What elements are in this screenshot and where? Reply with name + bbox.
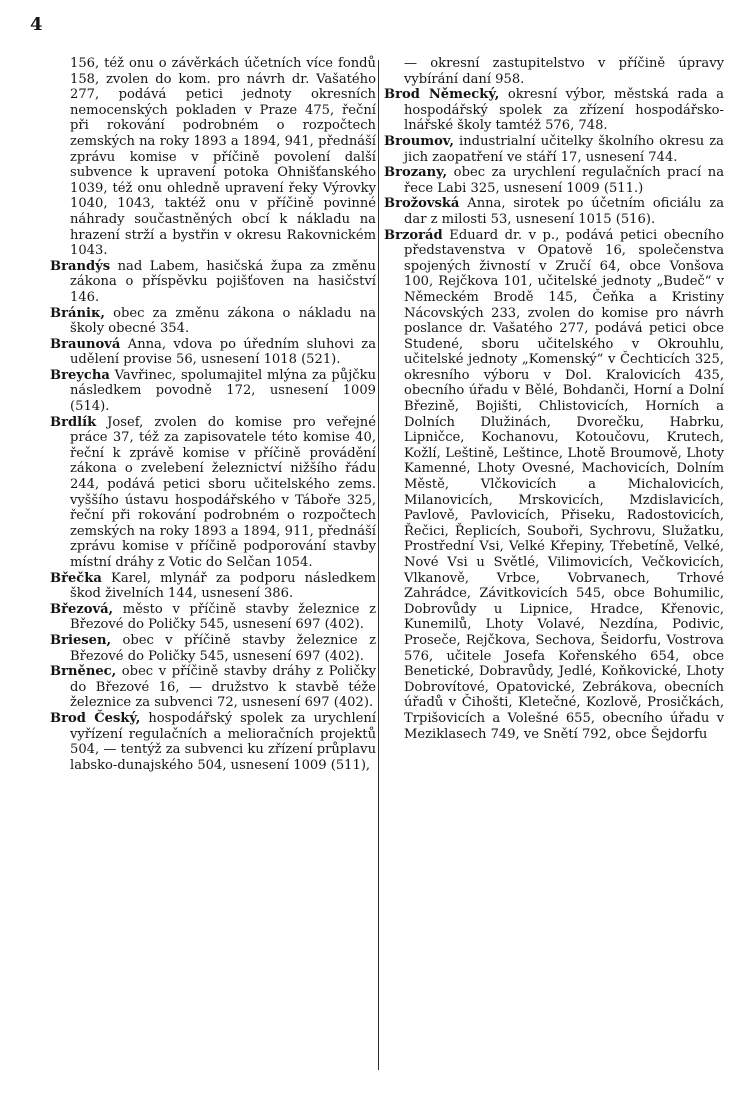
index-entry <box>50 571 376 602</box>
entry-text: obec v příčině stavby železnice z Březové do Poličky 545, usnesení 697 (402). <box>70 632 376 664</box>
index-entry <box>50 711 376 773</box>
entry-headword: Brněnec, <box>50 664 117 680</box>
entry-text: Anna, sirotek po účetním oficiálu za dar z milosti 53, usnesení 1015 (516). <box>404 196 724 227</box>
index-entry <box>50 664 376 711</box>
entry-text: obec v příčině stavby dráhy z Poličky do Březové 16, — družstvo k stavbě téže železnice za subvenci 72, usnesení 697 (402). <box>70 664 376 711</box>
index-entry <box>384 228 724 743</box>
index-entry <box>50 415 376 571</box>
entry-text: — okresní zastupitelstvo v příčině úpravy vybírání daní 958. <box>404 56 724 87</box>
entry-headword: Břečka <box>50 570 102 586</box>
entry-headword: Brozany, <box>384 165 448 181</box>
page-number: 4 <box>30 14 43 35</box>
entry-headword: Brandýs <box>50 258 111 274</box>
entry-headword: Broumov, <box>384 133 454 149</box>
index-entry <box>384 196 724 227</box>
entry-text: obec za změnu zákona o nákladu na školy obecné 354. <box>70 305 376 337</box>
entry-headword: Březová, <box>50 601 114 617</box>
index-entry <box>50 56 376 259</box>
index-entry <box>50 633 376 664</box>
entry-headword: Brožovská <box>384 196 460 212</box>
index-entry <box>384 56 724 87</box>
entry-headword: Braunová <box>50 336 121 352</box>
entry-headword: Brániк, <box>50 305 105 321</box>
index-entry <box>50 602 376 633</box>
entry-text: nad Labem, hasičská župa za změnu zákona o příspěvku pojišťoven na hasičství 146. <box>70 258 376 305</box>
entry-headword: Brod Německý, <box>384 87 500 103</box>
index-entry <box>50 259 376 306</box>
index-column-left <box>50 56 376 773</box>
index-entry <box>50 337 376 368</box>
entry-text: okresní výbor, městská rada a hospodářský spolek za zřízení hospodářsko-lnářské školy tamtéž 576, 748. <box>404 87 724 134</box>
entry-headword: Brzorád <box>384 227 443 243</box>
entry-headword: Breycha <box>50 367 110 383</box>
entry-text: industrialní učitelky školního okresu za jich zaopatření ve stáří 17, usnesení 744. <box>404 133 724 165</box>
entry-text: město v příčině stavby železnice z Březové do Poličky 545, usnesení 697 (402). <box>70 601 376 633</box>
entry-text: Karel, mlynář za podporu následkem škod živelních 144, usnesení 386. <box>70 570 376 602</box>
index-entry <box>50 368 376 415</box>
column-divider <box>378 60 379 1070</box>
entry-text: Vavřinec, spolumajitel mlýna za půjčku následkem povodně 172, usnesení 1009 (514). <box>70 367 376 415</box>
entry-text: Anna, vdova po úředním sluhovi za udělení provise 56, usnesení 1018 (521). <box>70 336 376 368</box>
entry-headword: Brdlík <box>50 414 97 430</box>
entry-text: hospodářský spolek za urychlení vyřízení regulačních a melioračních projektů 504, — tentýž za subvenci ku zřízení průplavu labsko-dunajského 504, usnesení 1009 (511), <box>70 710 377 773</box>
entry-text: Josef, zvolen do komise pro veřejné práce 37, též za zapisovatele této komise 40, řeční k zprávě komise v příčině provádění zákona o zvelebení železnictví nižšího řádu 244, podává petici sboru učitelského zems. vyššího ústavu hospodářského v Táboře 325, řeční při rokování podrobném o rozpočtech zemských na roky 1893 a 1894, 911, přednáší zprávu komise v příčině podporování stavby místní dráhy z Votic do Selčan 1054. <box>70 414 376 570</box>
entry-text: obec za urychlení regulačních prací na řece Labi 325, usnesení 1009 (511.) <box>404 165 724 196</box>
entry-headword: Briesen, <box>50 632 112 648</box>
entry-text: 156, též onu o závěrkách účetních více fondů 158, zvolen do kom. pro návrh dr. Vašatého 277, podává petici jednoty okresních nemocenských pokladen v Praze 475, řeční při rokování podrobném o rozpočtech zemských na roky 1893 a 1894, 941, přednáší zprávu komise v příčině povolení další subvence k upravení potoka Ohnišťanského 1039, též onu ohledně upravení řeky Výrovky 1040, 1043, taktéž onu v příčině povinné náhrady součastněných obcí k nákladu na hrazení strží a bystřin v okresu Rakovnickém 1043. <box>70 56 376 259</box>
index-entry <box>384 87 724 134</box>
entry-headword: Brod Český, <box>50 710 141 726</box>
index-entry <box>50 306 376 337</box>
entry-text: Eduard dr. v p., podává petici obecního představenstva v Opatově 16, společenstva spojených živností v Zručí 64, obce Vonšova 100, Rejčkova 101, učitelské jednoty „Budeč“ v Německém Brodě 145, Čeňka a Kristiny Nácovských 233, zvolen do komise pro návrh poslance dr. Vašatého 277, podává petici obce Studené, sboru učitelského v Okrouhlu, učitelské jednoty „Komenský“ v Čechticích 325, okresního výboru v Dol. Kralovicích 435, obecního úřadu v Bělé, Bohdanči, Horní a Dolní Březině, Bojišti, Chlistovicích, Horních a Dolních Dlužinách, Dvorečku, Habrku, Lipničce, Kochanovu, Kotoučovu, Krutech, Kožlí, Leštině, Leštince, Lhotě Broumově, Lhoty Kamenné, Lhoty Ovesné, Machovicích, Dolním Městě, Vlčkovicích a Michalovicích, Milanovicích, Mrskovicích, Mzdislavicích, Pavlově, Pavlovicích, Přiseku, Radostovicích, Řečici, Řeplicích, Souboři, Sychrovu, Služatku, Prostřední Vsi, Velké Křepiny, Třebetíně, Velké, Nové Vsi u Světlé, Vilimovicích, Večkovicích, Vlkanově, Vrbce, Vobrvanech, Trhové Zahrádce, Závitkovicích 545, obce Bohumilic, Dobrovůdy u Lipnice, Hradce, Křenovic, Kunemilů, Lhoty Volavé, Nezdína, Podivic, Proseče, Rejčkova, Sechova, Šeidorfu, Vostrova 576, učitele Josefa Kořenského 654, obce Benetické, Dobravůdy, Jedlé, Koňkovické, Lhoty Dobrovítové, Opatovické, Zebrákova, obecních úřadů v Čihošti, Kletečné, Kozlově, Prosičkách, Trpišovicích a Volešné 655, obecního úřadu v Meziklasech 749, ve Snětí 792, obce Šejdorfu <box>404 227 724 742</box>
index-entry <box>384 165 724 196</box>
index-column-right <box>384 56 724 742</box>
index-entry <box>384 134 724 165</box>
